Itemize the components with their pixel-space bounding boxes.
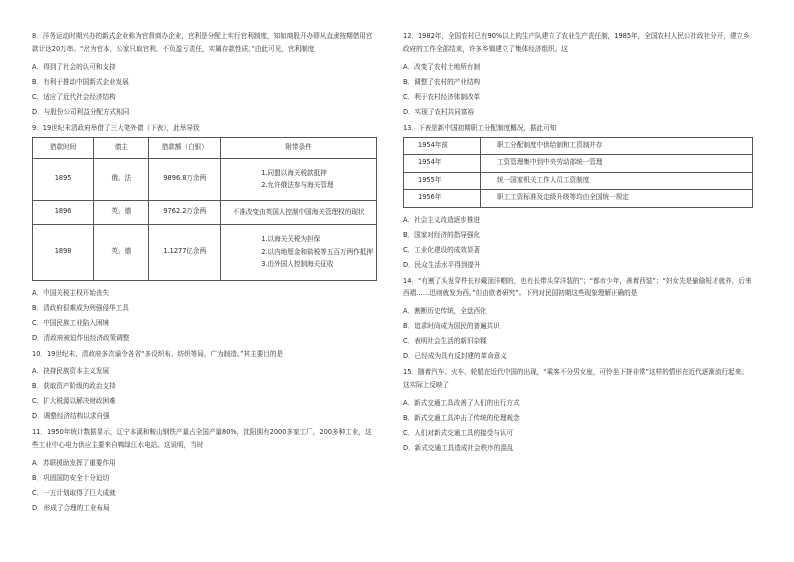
question-15-option-c: C．人们对新式交通工具的接受与认可: [403, 428, 514, 437]
question-8: [32, 30, 377, 120]
left-column: [32, 30, 377, 518]
question-8-stem: 8．洋务运动时期兴办的新式企业称为官督商办企业，官利是分配上实行官利制度，知如商股开办即从直隶按期借用官款计达20万串。“岔为官本，公家只取官利，不负盈亏责任，实属存款性质。”由此可见，官利制度: [32, 32, 373, 53]
cell-time: 1895: [33, 158, 94, 200]
cell-amount: 1.1277亿余两: [149, 224, 221, 280]
question-10-option-b: B．获取资产阶级的政治支持: [32, 382, 116, 391]
question-14-option-a: A．割断历史传统，全盘西化: [403, 307, 487, 316]
condition-line: 2.以内地厘金和盐税等五百万两作抵押: [261, 247, 373, 256]
condition-line: 2.允许俄法参与海关管理: [261, 181, 334, 190]
header-time: 借款时间: [33, 137, 94, 158]
question-8-option-c: C．适应了近代社会经济结构: [32, 92, 116, 101]
question-8-option-a: A．得到了社会的认可和支持: [32, 62, 116, 71]
cell-conditions: [221, 200, 377, 224]
condition-line: 不准改变由英国人控制中国海关管理权的现状: [232, 207, 365, 216]
question-13-option-b: B．国家对经济的指导强化: [403, 230, 481, 239]
question-14-option-c: C．表明社会生活的新旧杂糅: [403, 337, 487, 346]
cell-conditions: [221, 158, 377, 200]
question-14-option-d: D．已经成为具有反封建的革命意义: [403, 352, 507, 361]
question-9-stem: 9．19世纪末清政府举借了三大笔外债（下表），此举导致: [32, 123, 200, 132]
condition-line: 1.同盟以海关税款抵押: [261, 168, 327, 177]
question-13-option-d: D．民众生活水平得到提升: [403, 260, 481, 269]
table-row: [404, 155, 753, 173]
question-10-option-d: D．调整经济结构以求自强: [32, 412, 110, 421]
table-row: [404, 137, 753, 155]
cell-time: 1898: [33, 224, 94, 280]
question-12: [403, 30, 753, 120]
condition-line: 3.由外国人控制海关征收: [261, 260, 334, 269]
cell-event: 职工工资标准及定级升级等均由全国统一规定: [481, 190, 753, 208]
question-10-stem: 10．19世纪末，清政府多次谕令各省“多设织布、纺织等局，广为制造。”其主要目的是: [32, 349, 284, 358]
question-15-option-d: D．新式交通工具造成社会秩序的混乱: [403, 443, 514, 452]
cell-year: 1954年: [404, 155, 481, 173]
question-12-option-a: A．改变了农村土地所有制: [403, 62, 481, 71]
table-row: [404, 190, 753, 208]
cell-lender: 俄、法: [94, 158, 149, 200]
cell-lender: 英、德: [94, 224, 149, 280]
question-9-option-c: C．中国民族工业陷入困境: [32, 318, 110, 327]
cell-time: 1896: [33, 200, 94, 224]
question-14: [403, 275, 753, 365]
right-column: [403, 30, 753, 458]
table-row: [404, 172, 753, 190]
question-13-option-a: A．社会主义改造逐步推进: [403, 215, 481, 224]
question-15-stem: 15．随着汽车、火车、轮船在近代中国的出现，“乘客不分男女座，可怜坐下挤非常”这样的情形在近代逐渐流行起来。这实际上反映了: [403, 368, 748, 390]
question-8-option-d: D．与股份公司利益分配方式相同: [32, 107, 130, 116]
table-row: [33, 158, 377, 200]
question-13-option-c: C．工业化建设的成效显著: [403, 245, 481, 254]
cell-amount: 9896.8万余两: [149, 158, 221, 200]
question-9-option-d: D．清政府被迫作出经济政策调整: [32, 333, 130, 342]
condition-line: 1.以海关关税为担保: [261, 235, 321, 244]
cell-event: 统一国家机关工作人员工资制度: [481, 172, 753, 190]
question-9-option-a: A．中国关税主权开始丧失: [32, 288, 110, 297]
question-9-option-b: B．清政府很难成为列强侵华工具: [32, 303, 129, 312]
cell-conditions: [221, 224, 377, 280]
cell-event: 职工分配制度中供给制和工资制并存: [481, 137, 753, 155]
header-lender: 债主: [94, 137, 149, 158]
loan-table-header: [33, 137, 377, 158]
cell-event: 工资管理集中到中央劳动部统一管理: [481, 155, 753, 173]
cell-year: 1955年: [404, 172, 481, 190]
question-10: [32, 348, 377, 425]
question-15: [403, 366, 753, 456]
question-12-stem: 12．1982年，全国农村已有90%以上的生产队建立了农业生产责任制，1985年，全国农村人民公社政社分开，建立乡政府的工作全部结束，许多乡镇建立了集体经济组织。这: [403, 32, 750, 53]
question-12-option-b: B．调整了农村的产业结构: [403, 77, 481, 86]
question-15-option-b: B．新式交通工具冲击了传统的伦理观念: [403, 413, 520, 422]
table-row: [33, 224, 377, 280]
header-amount: 借款额（白银）: [149, 137, 221, 158]
question-8-option-b: B．有利于推动中国新式企业发展: [32, 77, 129, 86]
cell-year: 1956年: [404, 190, 481, 208]
question-11-stem: 11．1950年统计数据显示，辽宁本溪和鞍山钢铁产量占全国产量80%，沈阳拥有2000多家工厂，200多种工业，这些工业中心电力供应主要来自鸭绿江水电站。这说明，当时: [32, 428, 372, 450]
question-15-option-a: A．新式交通工具改善了人们的出行方式: [403, 398, 520, 407]
question-13: [403, 122, 753, 273]
question-10-option-c: C．扩大税源以解决财政困难: [32, 397, 116, 406]
wage-system-table: [403, 137, 753, 208]
header-conditions: 附带条件: [221, 137, 377, 158]
question-14-option-b: B．追求时尚成为国民的普遍共识: [403, 322, 500, 331]
cell-amount: 9762.2万余两: [149, 200, 221, 224]
question-11-option-d: D．形成了合理的工业布局: [32, 504, 110, 513]
question-13-stem: 13．下表是新中国初期职工分配制度概况，据此可知: [403, 123, 557, 132]
question-12-option-c: C．利于农村经济体制改革: [403, 92, 481, 101]
question-11: [32, 426, 377, 516]
question-11-option-b: B．巩固国防安全十分迫切: [32, 474, 110, 483]
question-11-option-c: C．一五计划取得了巨大成就: [32, 489, 116, 498]
loan-table: [32, 137, 377, 281]
cell-lender: 英、德: [94, 200, 149, 224]
question-14-stem: 14．“有割了头发穿件长衫戴顶洋帽的，也有长带头穿洋装的”；“都市少年，善着西装”；“妇女先是偷偷短才就养，后来西褶……迅则就发为西。”但由欧者研究”。下列对民国初期这些现象理解正确的是: [403, 276, 752, 298]
cell-year: 1954年前: [404, 137, 481, 155]
question-11-option-a: A．苏联援助发挥了重要作用: [32, 459, 116, 468]
question-9: [32, 122, 377, 346]
table-row: [33, 200, 377, 224]
question-10-option-a: A．抉持民族资本主义发展: [32, 367, 110, 376]
question-12-option-d: D．实现了农村共同富裕: [403, 107, 475, 116]
